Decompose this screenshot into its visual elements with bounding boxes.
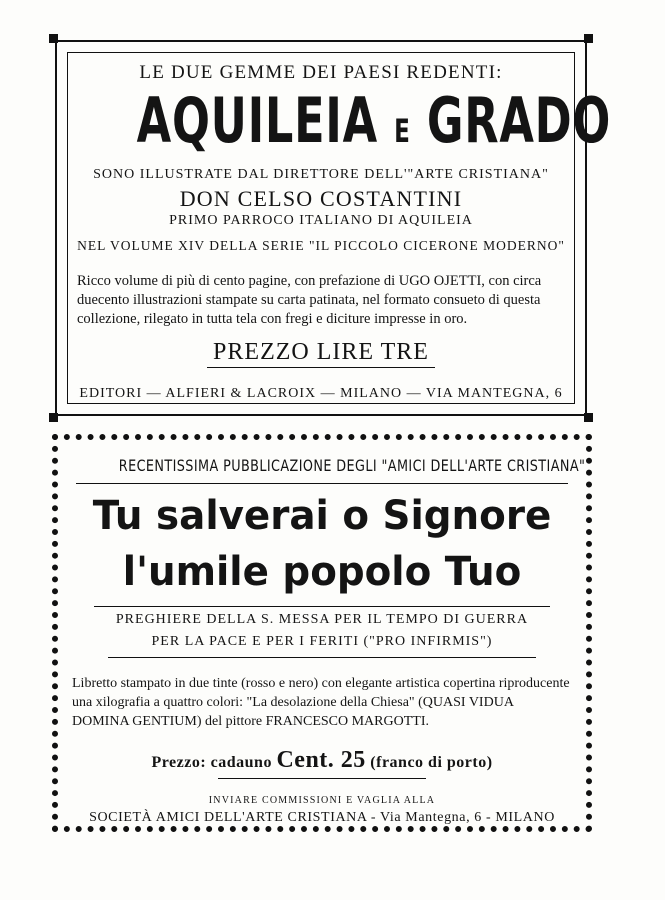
booklet-title-line-2: l'umile popolo Tuo <box>122 549 522 595</box>
advertisement-prayer-book <box>52 434 592 832</box>
booklet-description: Libretto stampato in due tinte (rosso e nero) con elegante artistica copertina riproducente una xilografia a quattro colori: "La desolazione della Chiesa" (QUASI VIDUA DOMINA GENTIUM) del pittore FRANCESCO MARGOTTI. <box>72 676 570 729</box>
author-name: DON CELSO COSTANTINI <box>179 186 463 211</box>
price-label: Prezzo: cadauno <box>151 754 272 771</box>
booklet-title-line-1: Tu salverai o Signore <box>92 493 552 539</box>
price-value: Cent. 25 <box>276 747 366 773</box>
author-role: PRIMO PARROCO ITALIANO DI AQUILEIA <box>169 213 473 228</box>
series-info: NEL VOLUME XIV DELLA SERIE "IL PICCOLO CICERONE MODERNO" <box>77 238 565 253</box>
divider <box>218 778 426 779</box>
divider <box>108 657 536 658</box>
divider <box>76 483 568 484</box>
corner-ornament <box>49 34 58 43</box>
title-conjunction: E <box>394 112 411 150</box>
book-price: PREZZO LIRE TRE <box>207 339 435 368</box>
booklet-subtitle-line-1: PREGHIERE DELLA S. MESSA PER IL TEMPO DI GUERRA <box>115 612 529 627</box>
publisher-line: EDITORI — ALFIERI & LACROIX — MILANO — VIA MANTEGNA, 6 <box>79 386 563 401</box>
book-description: Ricco volume di più di cento pagine, con prefazione di UGO OJETTI, con circa duecento illustrazioni stampate su carta patinata, nel formato consueto di questa collezione, rilegato in tutta tela con fregi e diciture impresse in oro. <box>77 273 542 327</box>
illustrated-by: SONO ILLUSTRATE DAL DIRETTORE DELL'"ARTE CRISTIANA" <box>93 167 549 182</box>
title-aquileia: AQUILEIA <box>136 84 378 157</box>
send-orders-note: INVIARE COMMISSIONI E VAGLIA ALLA <box>208 795 436 806</box>
corner-ornament <box>584 413 593 422</box>
corner-ornament <box>584 34 593 43</box>
booklet-subtitle-line-2: PER LA PACE E PER I FERITI ("PRO INFIRMIS") <box>151 634 493 649</box>
divider <box>94 606 550 607</box>
booklet-price <box>68 747 576 774</box>
corner-ornament <box>49 413 58 422</box>
ad-headline: LE DUE GEMME DEI PAESI REDENTI: <box>139 62 503 83</box>
title-grado: GRADO <box>426 84 612 157</box>
society-address: SOCIETÀ AMICI DELL'ARTE CRISTIANA - Via Mantegna, 6 - MILANO <box>89 810 555 825</box>
ad-headline: RECENTISSIMA PUBBLICAZIONE DEGLI "AMICI DELL'ARTE CRISTIANA" <box>118 456 586 475</box>
price-note: (franco di porto) <box>370 754 493 771</box>
book-title <box>136 84 612 166</box>
advertisement-aquileia-grado <box>49 34 612 422</box>
